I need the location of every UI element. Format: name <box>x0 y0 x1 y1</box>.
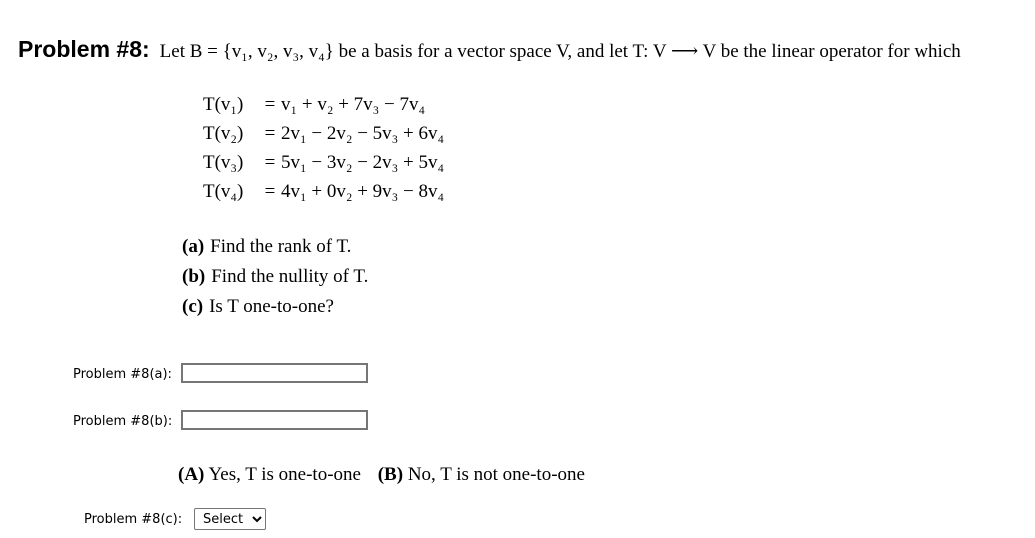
answer-a-input[interactable] <box>181 363 368 383</box>
answer-a-label: Problem #8(a): <box>73 367 172 382</box>
problem-statement <box>18 36 961 63</box>
equation-lhs: T(v₁) <box>203 93 244 115</box>
question-tag: (b) <box>182 266 206 287</box>
question-tag: (c) <box>182 296 204 317</box>
equation-row <box>203 148 444 177</box>
question-text: Find the rank of T. <box>210 236 352 257</box>
equation-row <box>203 177 444 206</box>
question-text: Is T one-to-one? <box>209 296 334 317</box>
equals-sign: = <box>264 122 276 144</box>
question-item <box>182 292 368 322</box>
equals-sign: = <box>264 151 276 173</box>
equation-row <box>203 119 444 148</box>
answer-b-input[interactable] <box>181 410 368 430</box>
problem-intro: Let B = {v₁, v₂, v₃, v₄} be a basis for a vector space V, and let T: V ⟶ V be the linear operator for which <box>159 41 961 62</box>
equation-rhs: v₁ + v₂ + 7v₃ − 7v₄ <box>281 93 426 115</box>
answer-c-select[interactable] <box>194 508 266 530</box>
equation-rhs: 5v₁ − 3v₂ − 2v₃ + 5v₄ <box>281 151 445 173</box>
question-list <box>182 232 368 322</box>
option-text: No, T is not one-to-one <box>407 464 585 485</box>
option-a <box>178 464 361 485</box>
equals-sign: = <box>264 93 276 115</box>
answer-c-label: Problem #8(c): <box>84 512 183 527</box>
equals-sign: = <box>264 180 276 202</box>
equation-rhs: 2v₁ − 2v₂ − 5v₃ + 6v₄ <box>281 122 445 144</box>
equation-rhs: 4v₁ + 0v₂ + 9v₃ − 8v₄ <box>281 180 445 202</box>
answer-b-label: Problem #8(b): <box>73 414 173 429</box>
problem-title: Problem #8: <box>18 36 150 62</box>
equation-lhs: T(v₃) <box>203 151 244 173</box>
question-item <box>182 262 368 292</box>
equation-lhs: T(v₂) <box>203 122 244 144</box>
question-text: Find the nullity of T. <box>211 266 369 287</box>
question-tag: (a) <box>182 236 205 257</box>
option-b <box>378 464 585 485</box>
answer-options <box>178 464 597 486</box>
option-tag: (A) <box>178 464 205 485</box>
question-item <box>182 232 368 262</box>
equation-system <box>203 90 444 206</box>
equation-row <box>203 90 444 119</box>
option-tag: (B) <box>377 464 404 485</box>
equation-lhs: T(v₄) <box>203 180 244 202</box>
option-text: Yes, T is one-to-one <box>208 464 361 485</box>
